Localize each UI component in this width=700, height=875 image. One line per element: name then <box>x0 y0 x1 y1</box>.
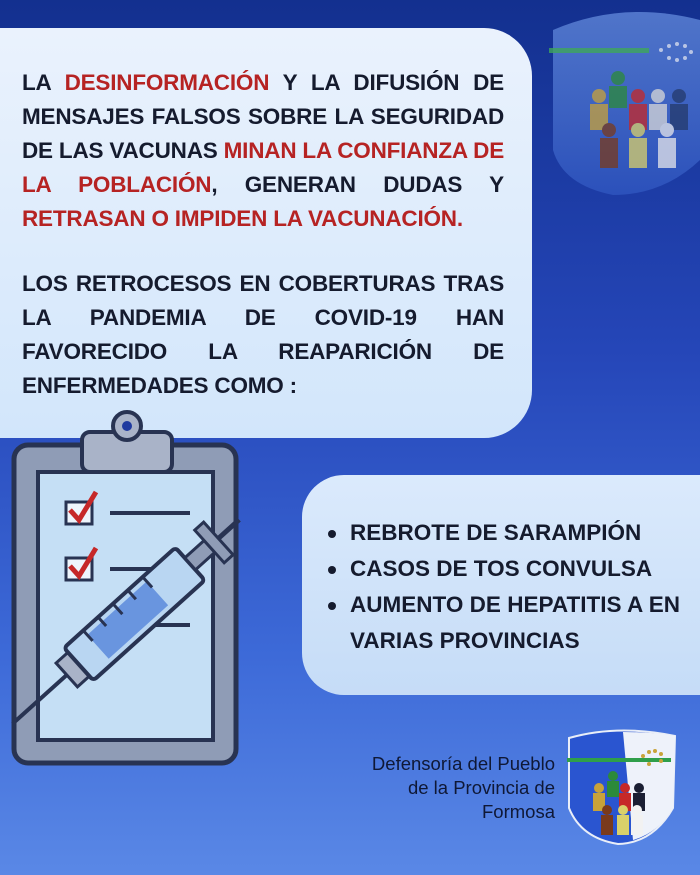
coverage-paragraph: LOS RETROCESOS EN COBERTURAS TRAS LA PANDEMIA DE COVID-19 HAN FAVORECIDO LA REAPARICIÓN DE ENFERMEDADES COMO : <box>22 271 504 398</box>
disease-label: AUMENTO DE HEPATITIS A EN VARIAS PROVINCIAS <box>350 592 680 653</box>
list-item <box>328 551 680 587</box>
organization-name <box>372 752 555 824</box>
clipboard-vaccine-icon <box>0 400 290 780</box>
para1-highlight-desinformacion: DESINFORMACIÓN <box>64 70 270 95</box>
para1-highlight-confianza: MINAN LA CONFIANZA DE LA POBLACIÓN <box>22 138 504 197</box>
bullet-dot-icon <box>328 530 336 538</box>
org-line-3: Formosa <box>482 801 555 822</box>
defensoria-logo-watermark <box>543 0 700 200</box>
disease-label: REBROTE DE SARAMPIÓN <box>350 520 642 545</box>
para1-text-1: LA <box>22 70 65 95</box>
para1-text-2: Y LA DIFUSIÓN DE MENSAJES FALSOS SOBRE LA SEGURIDAD DE LAS VACUNAS <box>22 70 504 163</box>
bullet-dot-icon <box>328 566 336 574</box>
para1-highlight-retrasan: RETRASAN O IMPIDEN LA VACUNACIÓN. <box>22 206 463 231</box>
bullet-dot-icon <box>328 602 336 610</box>
list-item <box>328 587 680 659</box>
org-line-1: Defensoría del Pueblo <box>371 753 555 774</box>
org-line-2: de la Provincia de <box>407 777 555 798</box>
diseases-list <box>328 515 680 659</box>
defensoria-shield-logo <box>563 728 678 846</box>
misinformation-paragraph <box>22 66 504 236</box>
para1-text-3: , GENERAN DUDAS Y <box>211 172 504 197</box>
list-item <box>328 515 680 551</box>
disease-label: CASOS DE TOS CONVULSA <box>350 556 653 581</box>
